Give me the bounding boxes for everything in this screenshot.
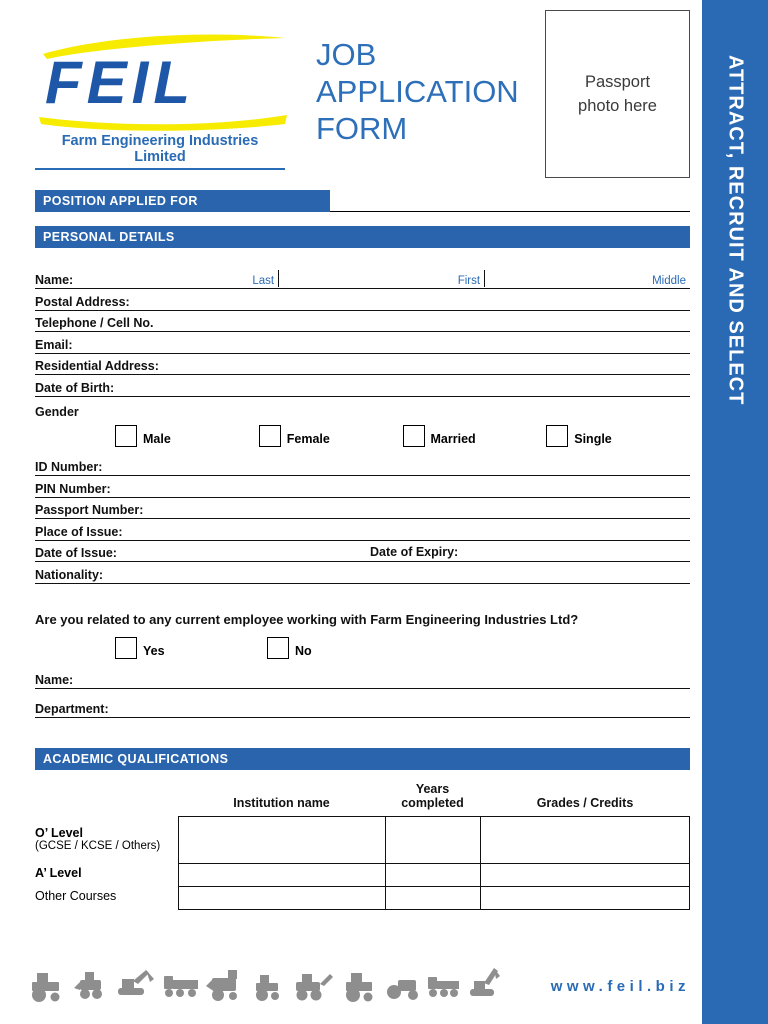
telephone-field-row[interactable] xyxy=(35,311,690,333)
name-first-hint: First xyxy=(457,275,481,287)
a-level-grades-cell[interactable] xyxy=(481,864,689,886)
o-level-title: O’ Level xyxy=(35,825,83,840)
banner-text: ATTRACT, RECRUIT AND SELECT xyxy=(724,55,747,406)
academic-table-header xyxy=(35,782,690,810)
date-of-issue-label: Date of Issue: xyxy=(35,546,117,560)
position-fill-line[interactable] xyxy=(330,191,690,212)
related-employee-group xyxy=(35,612,690,718)
o-level-years-cell[interactable] xyxy=(386,817,481,863)
logo-brand-text: FEIL xyxy=(45,49,195,116)
other-courses-title: Other Courses xyxy=(35,889,117,903)
name-label: Name: xyxy=(35,273,74,287)
place-of-issue-label: Place of Issue: xyxy=(35,524,123,539)
postal-address-label: Postal Address: xyxy=(35,294,130,309)
academic-table-grid xyxy=(178,816,690,910)
table-row-a-level xyxy=(179,863,689,886)
yes-label: Yes xyxy=(143,643,165,658)
other-courses-grades-cell[interactable] xyxy=(481,887,689,909)
o-level-subtitle: (GCSE / KCSE / Others) xyxy=(35,839,161,852)
married-checkbox[interactable] xyxy=(403,425,425,447)
no-label: No xyxy=(295,643,312,658)
footer xyxy=(30,966,690,1006)
telephone-label: Telephone / Cell No. xyxy=(35,316,154,330)
form-content xyxy=(35,0,690,1024)
o-level-grades-cell[interactable] xyxy=(481,817,689,863)
a-level-years-cell[interactable] xyxy=(386,864,481,886)
related-option-yes xyxy=(115,637,267,659)
passport-number-field-row[interactable] xyxy=(35,498,690,520)
related-options xyxy=(35,637,690,659)
single-checkbox[interactable] xyxy=(546,425,568,447)
page-title-line2: APPLICATION xyxy=(316,74,519,109)
related-option-no xyxy=(267,637,419,659)
position-applied-row xyxy=(35,190,690,212)
gender-option-married xyxy=(403,425,547,447)
date-of-issue-expiry-field-row[interactable] xyxy=(35,541,690,563)
page-title-line1: JOB xyxy=(316,37,377,72)
yes-checkbox[interactable] xyxy=(115,637,137,659)
male-checkbox[interactable] xyxy=(115,425,137,447)
date-of-expiry-label: Date of Expiry: xyxy=(370,545,459,559)
residential-address-label: Residential Address: xyxy=(35,359,159,373)
machinery-silhouettes-icon xyxy=(30,966,500,1006)
name-field-row[interactable] xyxy=(35,270,690,289)
column-years-completed: Years completed xyxy=(401,781,464,810)
place-of-issue-field-row[interactable] xyxy=(35,519,690,541)
academic-row-labels xyxy=(35,816,178,910)
gender-option-female xyxy=(259,425,403,447)
gender-group xyxy=(35,405,690,447)
other-courses-years-cell[interactable] xyxy=(386,887,481,909)
pin-number-field-row[interactable] xyxy=(35,476,690,498)
a-level-title: A’ Level xyxy=(35,866,82,880)
single-label: Single xyxy=(574,431,612,446)
no-checkbox[interactable] xyxy=(267,637,289,659)
feil-logo xyxy=(35,10,300,180)
id-documents-fields xyxy=(35,455,690,584)
page-title-line3: FORM xyxy=(316,111,408,146)
married-label: Married xyxy=(430,431,476,446)
row-label-o-level xyxy=(35,816,178,862)
personal-section-header: PERSONAL DETAILS xyxy=(35,226,690,248)
table-row-other-courses xyxy=(179,886,689,909)
row-label-other-courses xyxy=(35,885,178,908)
position-section-header: POSITION APPLIED FOR xyxy=(35,190,330,212)
name-middle-hint: Middle xyxy=(652,275,686,287)
related-name-label: Name: xyxy=(35,672,74,687)
website-url: www.feil.biz xyxy=(550,977,690,995)
other-courses-institution-cell[interactable] xyxy=(179,887,386,909)
date-of-birth-field-row[interactable] xyxy=(35,375,690,397)
residential-address-field-row[interactable] xyxy=(35,354,690,376)
postal-address-field-row[interactable] xyxy=(35,289,690,311)
pin-number-label: PIN Number: xyxy=(35,481,111,496)
gender-option-male xyxy=(115,425,259,447)
column-institution-name: Institution name xyxy=(233,795,330,810)
passport-photo-label: Passport photo here xyxy=(578,73,657,115)
column-grades-credits: Grades / Credits xyxy=(536,795,634,810)
gender-options xyxy=(35,425,690,447)
female-checkbox[interactable] xyxy=(259,425,281,447)
female-label: Female xyxy=(286,431,330,446)
related-department-field-row[interactable] xyxy=(35,689,690,718)
nationality-field-row[interactable] xyxy=(35,562,690,584)
a-level-institution-cell[interactable] xyxy=(179,864,386,886)
gender-label: Gender xyxy=(35,404,79,419)
gender-option-single xyxy=(546,425,690,447)
id-number-field-row[interactable] xyxy=(35,455,690,477)
related-name-field-row[interactable] xyxy=(35,665,690,689)
page-title xyxy=(316,10,519,180)
related-department-label: Department: xyxy=(35,701,109,716)
logo-company-name: Farm Engineering Industries Limited xyxy=(35,133,285,170)
male-label: Male xyxy=(143,431,171,446)
row-label-a-level xyxy=(35,862,178,885)
email-label: Email: xyxy=(35,337,73,352)
passport-number-label: Passport Number: xyxy=(35,503,144,517)
nationality-label: Nationality: xyxy=(35,567,104,582)
right-banner xyxy=(702,0,768,1024)
id-number-label: ID Number: xyxy=(35,460,103,474)
academic-section-header: ACADEMIC QUALIFICATIONS xyxy=(35,748,690,770)
academic-table xyxy=(35,816,690,910)
header xyxy=(35,0,690,180)
date-of-birth-label: Date of Birth: xyxy=(35,380,115,395)
related-employee-question: Are you related to any current employee working with Farm Engineering Industries Ltd? xyxy=(35,611,579,627)
name-last-hint: Last xyxy=(252,275,275,287)
passport-photo-box xyxy=(545,10,690,178)
email-field-row[interactable] xyxy=(35,332,690,354)
table-row-o-level xyxy=(179,817,689,863)
o-level-institution-cell[interactable] xyxy=(179,817,386,863)
